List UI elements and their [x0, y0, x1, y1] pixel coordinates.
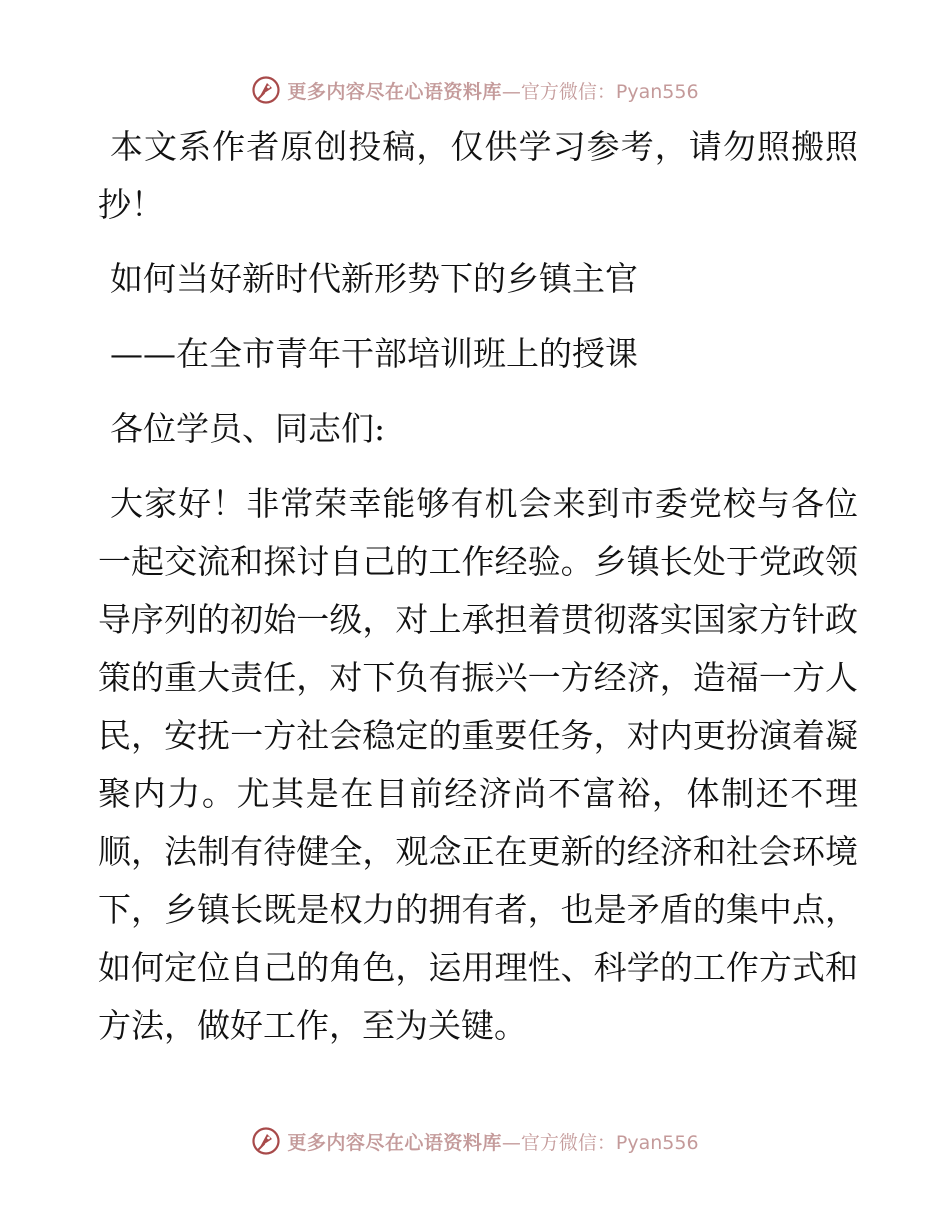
- pen-nib-circle-icon: [251, 1126, 281, 1156]
- footer-watermark: [0, 1124, 950, 1158]
- pen-nib-circle-icon: [251, 75, 281, 105]
- watermark-main-text: 更多内容尽在心语资料库: [287, 1131, 502, 1154]
- salutation: 各位学员、同志们:: [110, 409, 386, 448]
- document-subtitle: ——在全市青年干部培训班上的授课: [110, 334, 638, 373]
- document-body: [98, 118, 858, 1055]
- header-watermark: [0, 73, 950, 107]
- body-paragraph: 大家好！非常荣幸能够有机会来到市委党校与各位一起交流和探讨自己的工作经验。乡镇长处于党政领导序列的初始一级，对上承担着贯彻落实国家方针政策的重大责任，对下负有振兴一方经济，造福一方人民，安抚一方社会稳定的重要任务，对内更扮演着凝聚内力。尤其是在目前经济尚不富裕，体制还不理顺，法制有待健全，观念正在更新的经济和社会环境下，乡镇长既是权力的拥有者，也是矛盾的集中点，如何定位自己的角色，运用理性、科学的工作方式和方法，做好工作，至为关键。: [98, 484, 858, 1045]
- watermark-main-text: 更多内容尽在心语资料库: [287, 80, 502, 103]
- document-title: 如何当好新时代新形势下的乡镇主官: [110, 259, 638, 298]
- disclaimer-paragraph: 本文系作者原创投稿，仅供学习参考，请勿照搬照抄！: [98, 127, 858, 224]
- watermark-wechat-text: —官方微信：Pyan556: [501, 80, 699, 103]
- watermark-wechat-text: —官方微信：Pyan556: [501, 1131, 699, 1154]
